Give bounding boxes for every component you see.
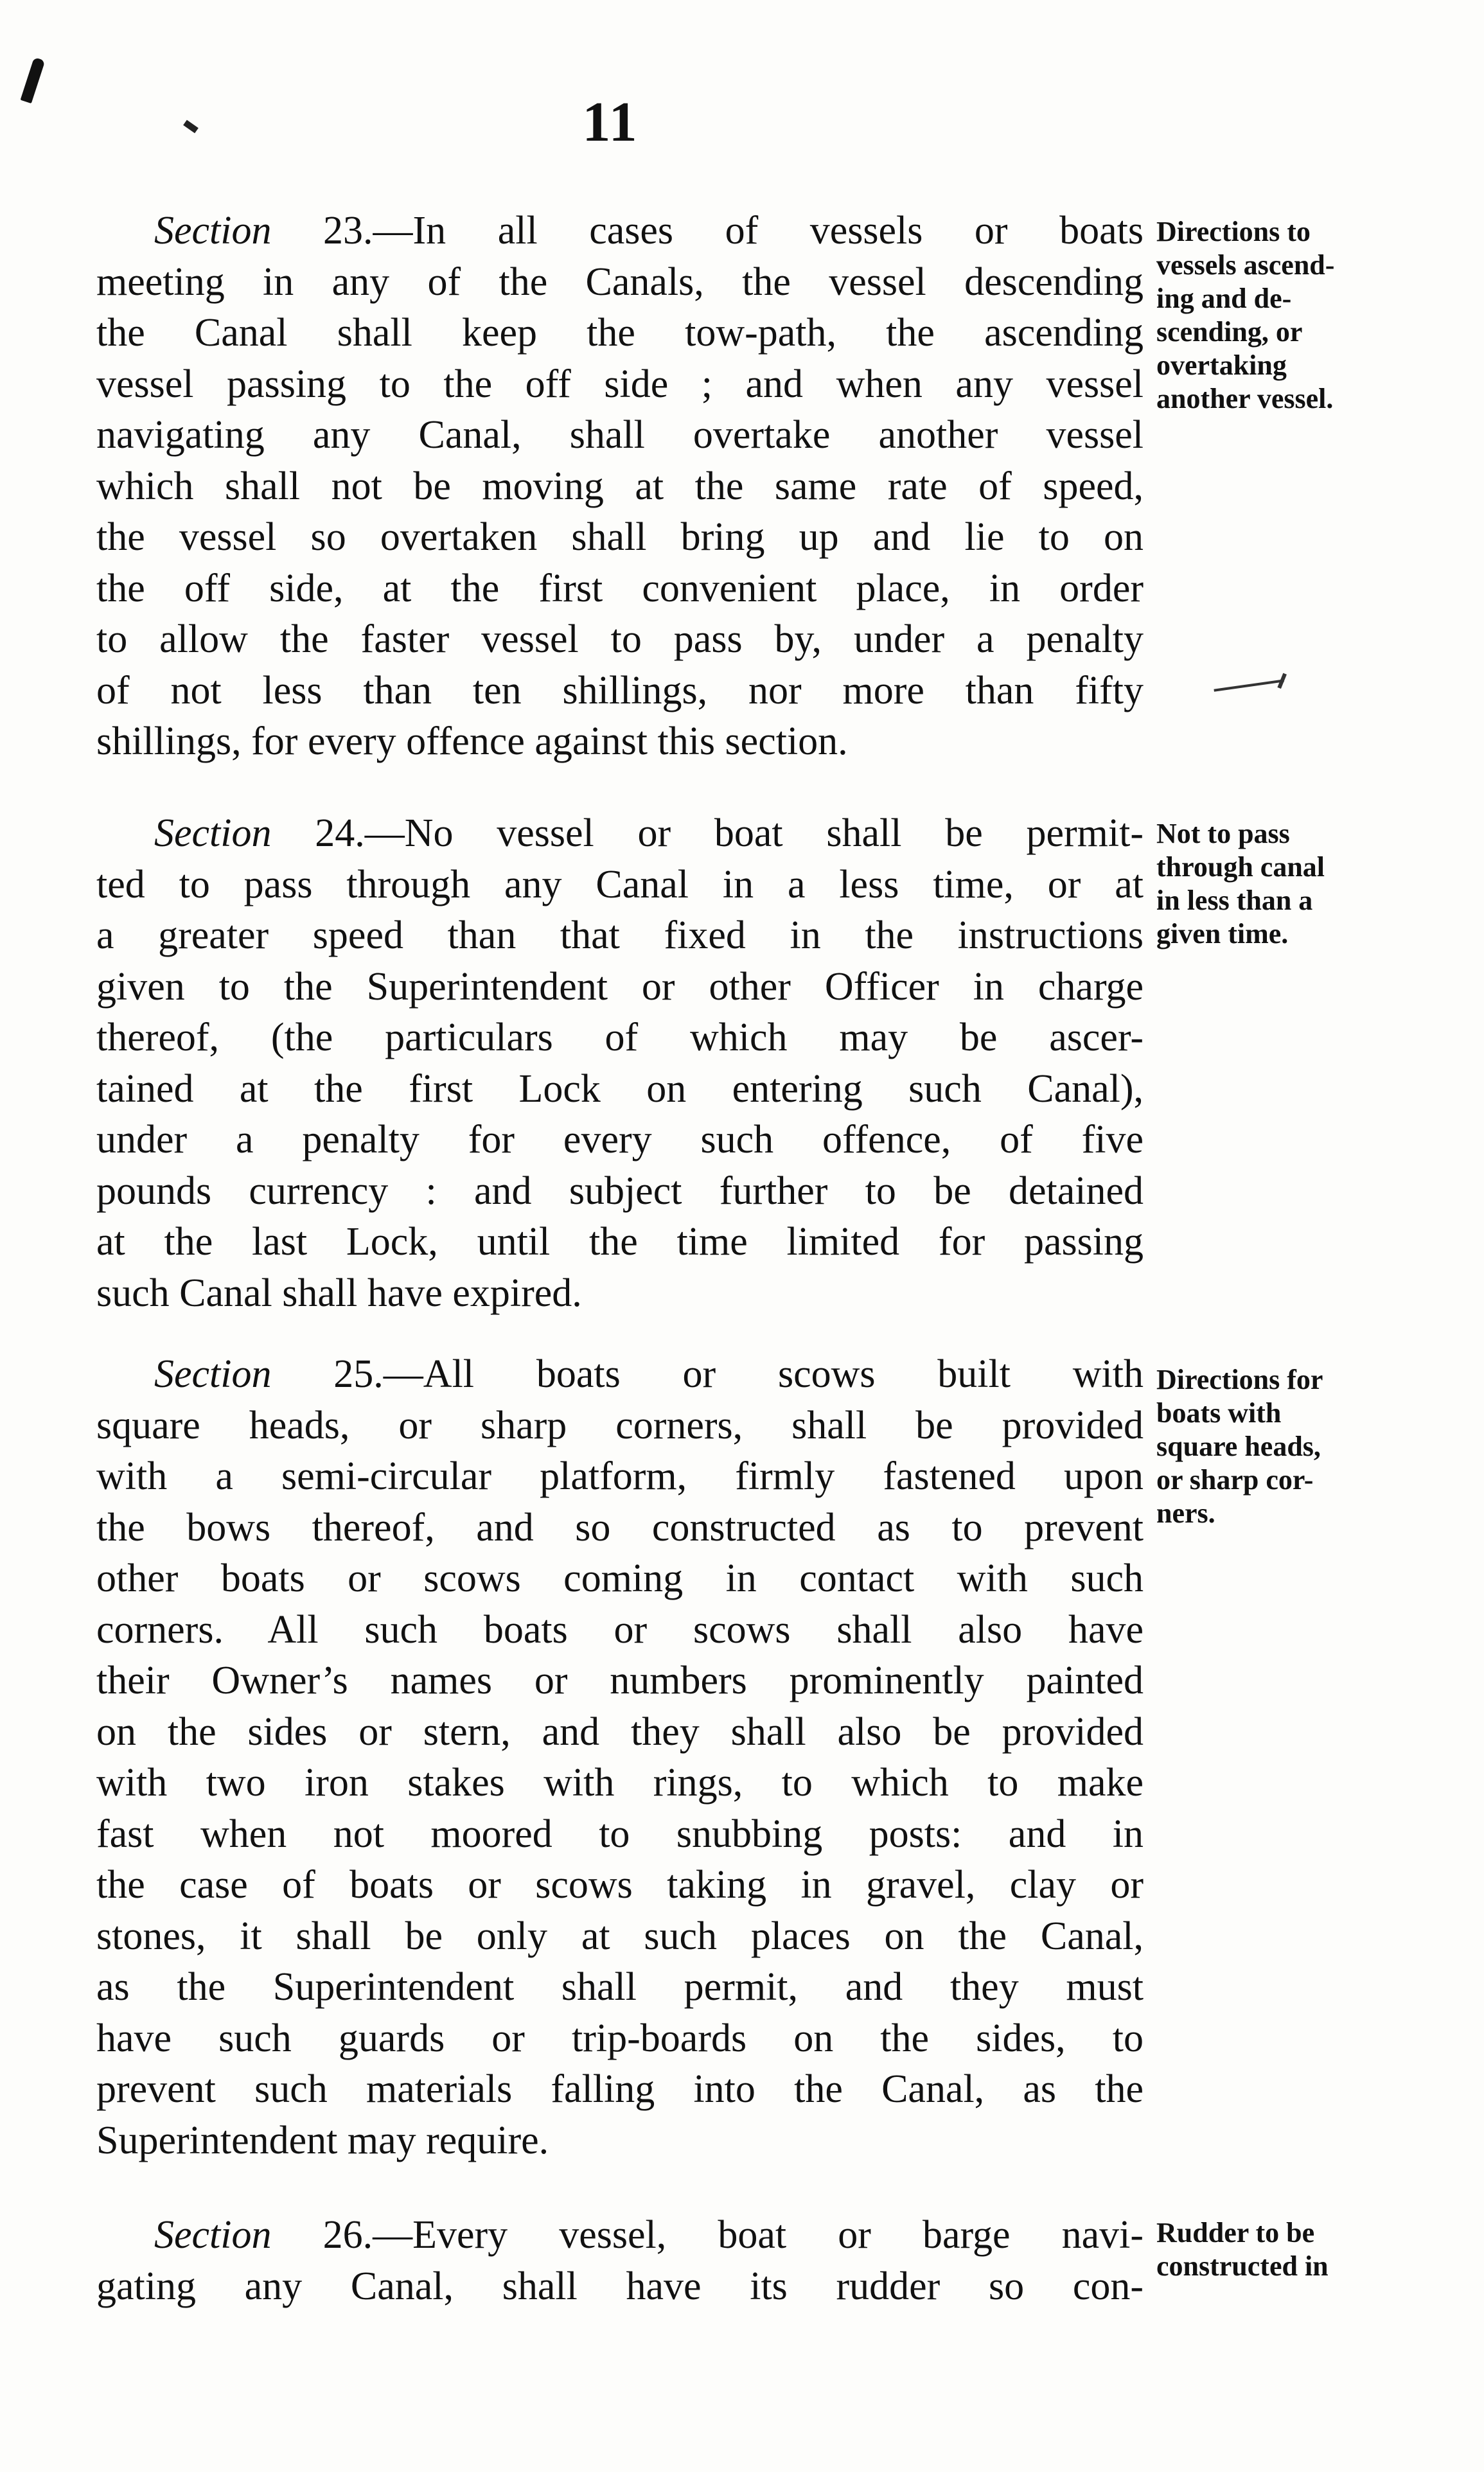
margin-note-line: in less than a	[1156, 885, 1313, 916]
section-label: Section	[154, 1352, 272, 1396]
section-line: navigating any Canal, shall overtake another vessel	[96, 413, 1144, 457]
section-line-rest: 23.—In all cases of vessels or boats	[271, 209, 1144, 252]
section-line: ted to pass through any Canal in a less time, or at	[96, 862, 1144, 906]
section-line: corners. All such boats or scows shall also have	[96, 1607, 1144, 1652]
section-line	[96, 206, 1144, 257]
section-line: Superintendent may require.	[96, 2118, 549, 2162]
section-line: a greater speed than that fixed in the instructions	[96, 914, 1144, 957]
section-line: pounds currency : and subject further to be detained	[96, 1169, 1144, 1213]
section-line: the case of boats or scows taking in gravel, clay or	[96, 1863, 1144, 1907]
section-line: on the sides or stern, and they shall also be provided	[96, 1709, 1144, 1754]
section-line-rest: 25.—All boats or scows built with	[271, 1352, 1144, 1396]
margin-note-line: Directions to	[1156, 216, 1311, 247]
section-line: given to the Superintendent or other Officer in charge	[96, 964, 1144, 1009]
margin-note-line: through canal	[1156, 851, 1325, 883]
section-line: their Owner’s names or numbers prominently painted	[96, 1659, 1144, 1702]
section-label: Section	[154, 2213, 272, 2257]
section-line: as the Superintendent shall permit, and they must	[96, 1965, 1144, 2009]
section-line: thereof, (the particulars of which may be ascer-	[96, 1016, 1144, 1059]
section-line-rest: 24.—No vessel or boat shall be permit-	[271, 811, 1144, 855]
section-line: other boats or scows coming in contact with such	[96, 1557, 1144, 1600]
section-line: the bows thereof, and so constructed as to prevent	[96, 1505, 1144, 1549]
section-line: vessel passing to the off side ; and when any vessel	[96, 362, 1144, 406]
margin-note-line: Not to pass	[1156, 818, 1290, 849]
section-line: meeting in any of the Canals, the vessel descending	[96, 260, 1144, 304]
margin-note-section-23	[1156, 215, 1426, 416]
margin-note-line: given time.	[1156, 918, 1289, 949]
section-line: tained at the first Lock on entering such Canal),	[96, 1066, 1144, 1111]
section-line: shillings, for every offence against this section.	[96, 720, 848, 763]
margin-note-line: constructed in	[1156, 2250, 1329, 2282]
margin-note-section-26	[1156, 2216, 1426, 2283]
section-line	[96, 808, 1144, 860]
section-line: have such guards or trip-boards on the sides, to	[96, 2016, 1144, 2060]
section-line: gating any Canal, shall have its rudder so con-	[96, 2264, 1144, 2308]
section-line: to allow the faster vessel to pass by, under a penalty	[96, 617, 1144, 661]
margin-note-line: vessels ascend-	[1156, 249, 1335, 281]
section-line: such Canal shall have expired.	[96, 1271, 582, 1315]
margin-note-line: scending, or	[1156, 316, 1303, 348]
section-line: of not less than ten shillings, nor more than fifty	[96, 668, 1144, 712]
section-label: Section	[154, 811, 272, 855]
section-25-text	[96, 1349, 1144, 2166]
margin-note-line: boats with	[1156, 1397, 1282, 1429]
margin-note-line: overtaking	[1156, 349, 1287, 381]
margin-note-line: ners.	[1156, 1497, 1215, 1529]
section-line: stones, it shall be only at such places on the Canal,	[96, 1914, 1144, 1958]
margin-note-line: square heads,	[1156, 1431, 1321, 1462]
margin-note-section-24	[1156, 817, 1426, 951]
margin-note-line: ing and de-	[1156, 283, 1292, 314]
margin-note-section-25	[1156, 1363, 1426, 1530]
section-line: prevent such materials falling into the Canal, as the	[96, 2067, 1144, 2111]
section-label: Section	[154, 209, 272, 252]
margin-note-line: Directions for	[1156, 1364, 1323, 1395]
section-line: the off side, at the first convenient place, in order	[96, 566, 1144, 610]
margin-note-line: another vessel.	[1156, 383, 1334, 414]
section-line: which shall not be moving at the same rate of speed,	[96, 464, 1144, 508]
section-line: the vessel so overtaken shall bring up and lie to on	[96, 515, 1144, 559]
stray-ink-mark	[1214, 679, 1285, 699]
margin-note-line: or sharp cor-	[1156, 1464, 1314, 1496]
section-line: with two iron stakes with rings, to which to make	[96, 1761, 1144, 1805]
section-line: fast when not moored to snubbing posts: and in	[96, 1812, 1144, 1856]
section-line: the Canal shall keep the tow-path, the ascending	[96, 311, 1144, 355]
section-line: square heads, or sharp corners, shall be provided	[96, 1403, 1144, 1447]
margin-note-line: Rudder to be	[1156, 2217, 1315, 2248]
page-number: 11	[582, 91, 639, 154]
section-line	[96, 2210, 1144, 2261]
section-line	[96, 1349, 1144, 1400]
section-26-text	[96, 2210, 1144, 2312]
section-24-text	[96, 808, 1144, 1319]
section-line: with a semi-circular platform, firmly fastened upon	[96, 1454, 1144, 1498]
section-line-rest: 26.—Every vessel, boat or barge navi-	[271, 2213, 1144, 2257]
section-line: at the last Lock, until the time limited for passing	[96, 1220, 1144, 1264]
section-23-text	[96, 206, 1144, 768]
section-line: under a penalty for every such offence, of five	[96, 1118, 1144, 1161]
